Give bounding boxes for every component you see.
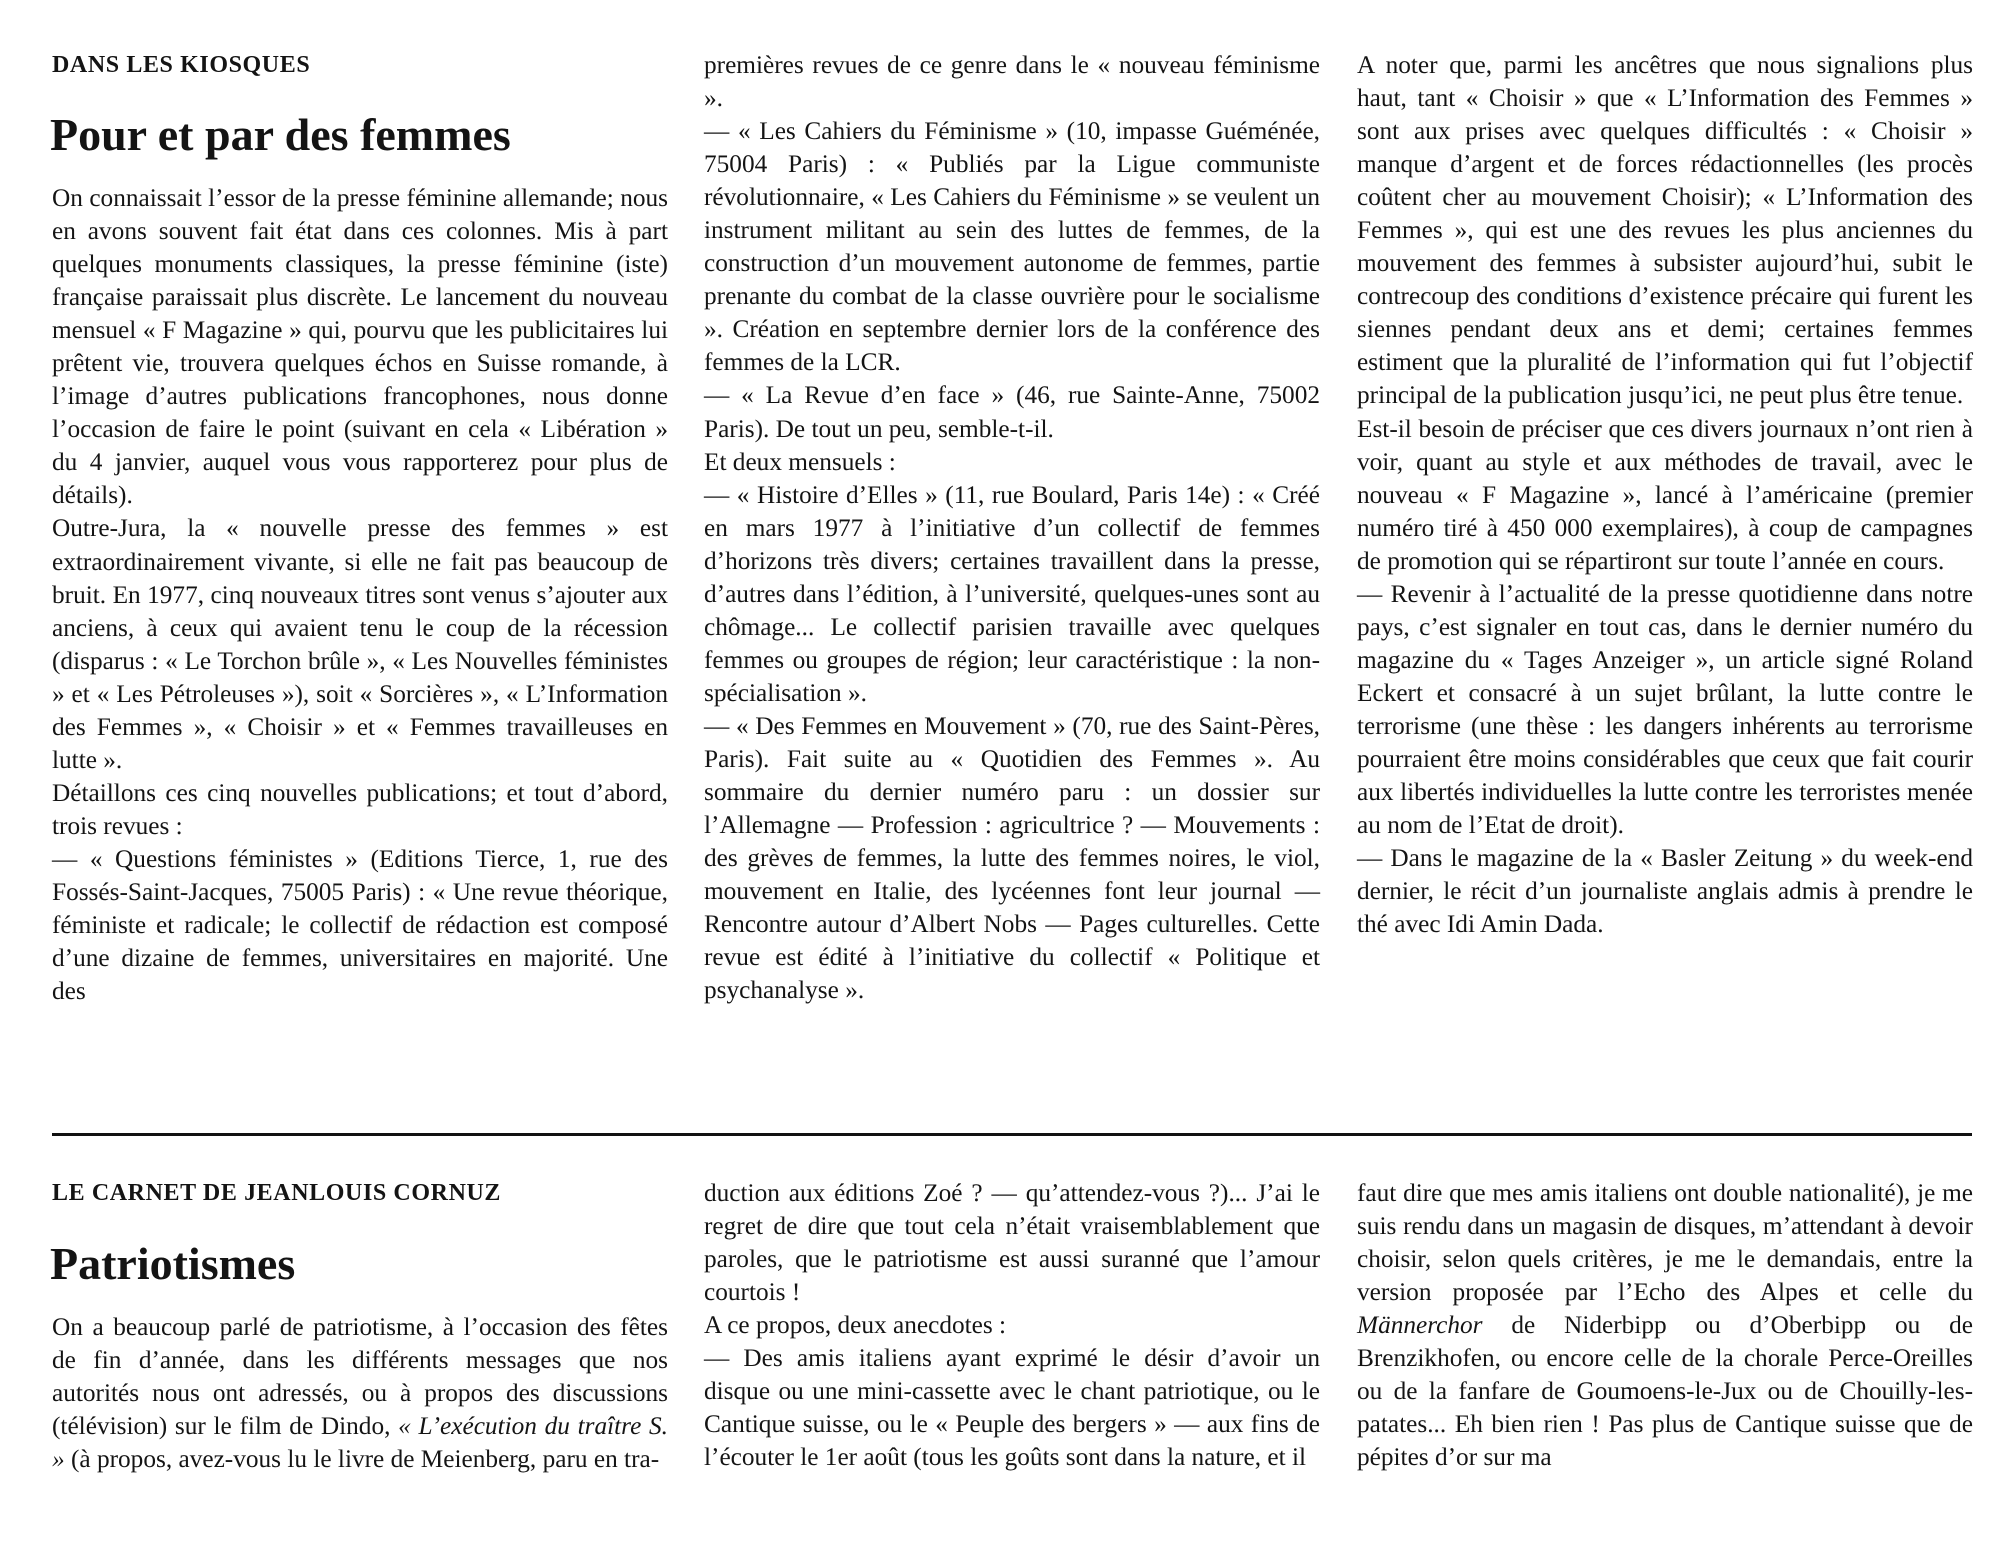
paragraph bbox=[1357, 1177, 1973, 1474]
section-kicker: DANS LES KIOSQUES bbox=[52, 52, 311, 78]
paragraph: — « La Revue d’en face » (46, rue Sainte-Anne, 75002 Paris). De tout un peu, semble-t-il. bbox=[704, 381, 1320, 443]
text-run: de Niderbipp ou d’Oberbipp ou de Brenzikhofen, ou encore celle de la chorale Perce-Oreilles ou de la fanfare de Goumoens-le-Jux ou de Chouilly-les-patates... Eh bien rien ! Pas plus de Cantique suisse que de pépites d’or sur ma bbox=[1357, 1311, 1973, 1472]
article-column-3 bbox=[1357, 49, 1973, 941]
paragraph: — « Histoire d’Elles » (11, rue Boulard, Paris 14e) : « Créé en mars 1977 à l’initiative d’un collectif de femmes d’horizons très divers; certaines travaillent dans la presse, d’autres dans l’édition, à l’université, quelques-unes sont au chômage... Le collectif parisien travaille avec quelques femmes ou groupes de région; leur caractéristique : la non-spécialisation ». bbox=[704, 480, 1320, 707]
text-run: faut dire que mes amis italiens ont double nationalité), je me suis rendu dans un magasin de disques, m’attendant à devoir choisir, selon quels critères, je me le demandais, entre la version proposée par l’Echo des Alpes et celle du bbox=[1357, 1179, 1973, 1307]
paragraph: A ce propos, deux anecdotes : bbox=[704, 1311, 1007, 1340]
paragraph: — « Questions féministes » (Editions Tierce, 1, rue des Fossés-Saint-Jacques, 75005 Paris) : « Une revue théorique, féministe et radicale; le collectif de rédaction est composé d’une dizaine de femmes, universitaires en majorité. Une des bbox=[52, 844, 668, 1006]
paragraph: Outre-Jura, la « nouvelle presse des femmes » est extraordinairement vivante, si elle ne fait pas beaucoup de bruit. En 1977, cinq nouveaux titres sont venus s’ajouter aux anciens, à ceux qui avaient tenu le coup de la récession (disparus : « Le Torchon brûle », « Les Nouvelles féministes » et « Les Pétroleuses »), soit « Sorcières », « L’Information des Femmes », « Choisir » et « Femmes travailleuses en lutte ». bbox=[52, 514, 668, 774]
choir-name: Männerchor bbox=[1357, 1311, 1483, 1340]
article-column-1 bbox=[52, 182, 668, 1008]
film-title: « L’exécution du traître S. » bbox=[52, 1412, 668, 1474]
article-column-2 bbox=[704, 49, 1320, 1007]
section-kicker: LE CARNET DE JEANLOUIS CORNUZ bbox=[52, 1180, 502, 1206]
paragraph: duction aux éditions Zoé ? — qu’attendez-vous ?)... J’ai le regret de dire que tout cela n’était vraisemblablement que paroles, que le patriotisme est aussi suranné que l’amour courtois ! bbox=[704, 1179, 1320, 1307]
paragraph: — Dans le magazine de la « Basler Zeitung » du week-end dernier, le récit d’un journaliste anglais admis à prendre le thé avec Idi Amin Dada. bbox=[1357, 844, 1973, 939]
paragraph: — Des amis italiens ayant exprimé le désir d’avoir un disque ou une mini-cassette avec le chant patriotique, ou le Cantique suisse, ou le « Peuple des bergers » — aux fins de l’écouter le 1er août (tous les goûts sont dans la nature, et il bbox=[704, 1344, 1320, 1472]
article-column-1 bbox=[52, 1311, 668, 1476]
article-headline: Pour et par des femmes bbox=[50, 109, 511, 160]
paragraph: — Revenir à l’actualité de la presse quotidienne dans notre pays, c’est signaler en tout cas, dans le dernier numéro du magazine du « Tages Anzeiger », un article signé Roland Eckert et consacré à un sujet brûlant, la lutte contre le terrorisme (une thèse : les dangers inhérents au terrorisme pourraient être moins considérables que ceux que fait courir aux libertés individuelles la lutte contre les terroristes menée au nom de l’Etat de droit). bbox=[1357, 579, 1973, 840]
article-column-2 bbox=[704, 1177, 1320, 1474]
paragraph bbox=[52, 1311, 668, 1476]
paragraph: premières revues de ce genre dans le « nouveau féminisme ». bbox=[704, 51, 1320, 113]
paragraph: — « Des Femmes en Mouvement » (70, rue des Saint-Pères, Paris). Fait suite au « Quotidien des Femmes ». Au sommaire du dernier numéro paru : un dossier sur l’Allemagne — Profession : agricultrice ? — Mouvements : des grèves de femmes, la lutte des femmes noires, le viol, mouvement en Italie, des lycéennes font leur journal — Rencontre autour d’Albert Nobs — Pages culturelles. Cette revue est édité à l’initiative du collectif « Politique et psychanalyse ». bbox=[704, 711, 1320, 1005]
paragraph: — « Les Cahiers du Féminisme » (10, impasse Guéménée, 75004 Paris) : « Publiés par la Ligue communiste révolutionnaire, « Les Cahiers du Féminisme » se veulent un instrument militant au sein des luttes de femmes, de la construction d’un mouvement autonome de femmes, partie prenante du combat de la classe ouvrière pour le socialisme ». Création en septembre dernier lors de la conférence des femmes de la LCR. bbox=[704, 117, 1320, 377]
section-divider bbox=[52, 1133, 1972, 1136]
paragraph: Et deux mensuels : bbox=[704, 447, 896, 476]
text-run: On a beaucoup parlé de patriotisme, à l’occasion des fêtes de fin d’année, dans les différents messages que nos autorités nous ont adressés, ou à propos des discussions (télévision) sur le film de Dindo, bbox=[52, 1313, 668, 1441]
article-column-3 bbox=[1357, 1177, 1973, 1474]
paragraph: Détaillons ces cinq nouvelles publications; et tout d’abord, trois revues : bbox=[52, 778, 668, 840]
text-run: (à propos, avez-vous lu le livre de Meienberg, paru en tra- bbox=[64, 1445, 660, 1474]
paragraph: A noter que, parmi les ancêtres que nous signalions plus haut, tant « Choisir » que « L’Information des Femmes » sont aux prises avec quelques difficultés : « Choisir » manque d’argent et de forces rédactionnelles (les procès coûtent cher au mouvement Choisir); « L’Information des Femmes », qui est une des revues les plus anciennes du mouvement des femmes à subsister aujourd’hui, subit le contrecoup des conditions d’existence précaire qui furent les siennes pendant deux ans et demi; certaines femmes estiment que la pluralité de l’information qui fut l’objectif principal de la publication jusqu’ici, ne peut plus être tenue. bbox=[1357, 51, 1973, 410]
paragraph: On connaissait l’essor de la presse féminine allemande; nous en avons souvent fait état dans ces colonnes. Mis à part quelques monuments classiques, la presse féminine (iste) française paraissait plus discrète. Le lancement du nouveau mensuel « F Magazine » qui, pourvu que les publicitaires lui prêtent vie, trouvera quelques échos en Suisse romande, à l’image d’autres publications francophones, nous donne l’occasion de faire le point (suivant en cela « Libération » du 4 janvier, auquel vous vous rapporterez pour plus de détails). bbox=[52, 184, 668, 510]
article-headline: Patriotismes bbox=[50, 1238, 296, 1289]
paragraph: Est-il besoin de préciser que ces divers journaux n’ont rien à voir, quant au style et aux méthodes de travail, avec le nouveau « F Magazine », lancé à l’américaine (premier numéro tiré à 450 000 exemplaires), à coup de campagnes de promotion qui se répartiront sur toute l’année en cours. bbox=[1357, 414, 1973, 575]
